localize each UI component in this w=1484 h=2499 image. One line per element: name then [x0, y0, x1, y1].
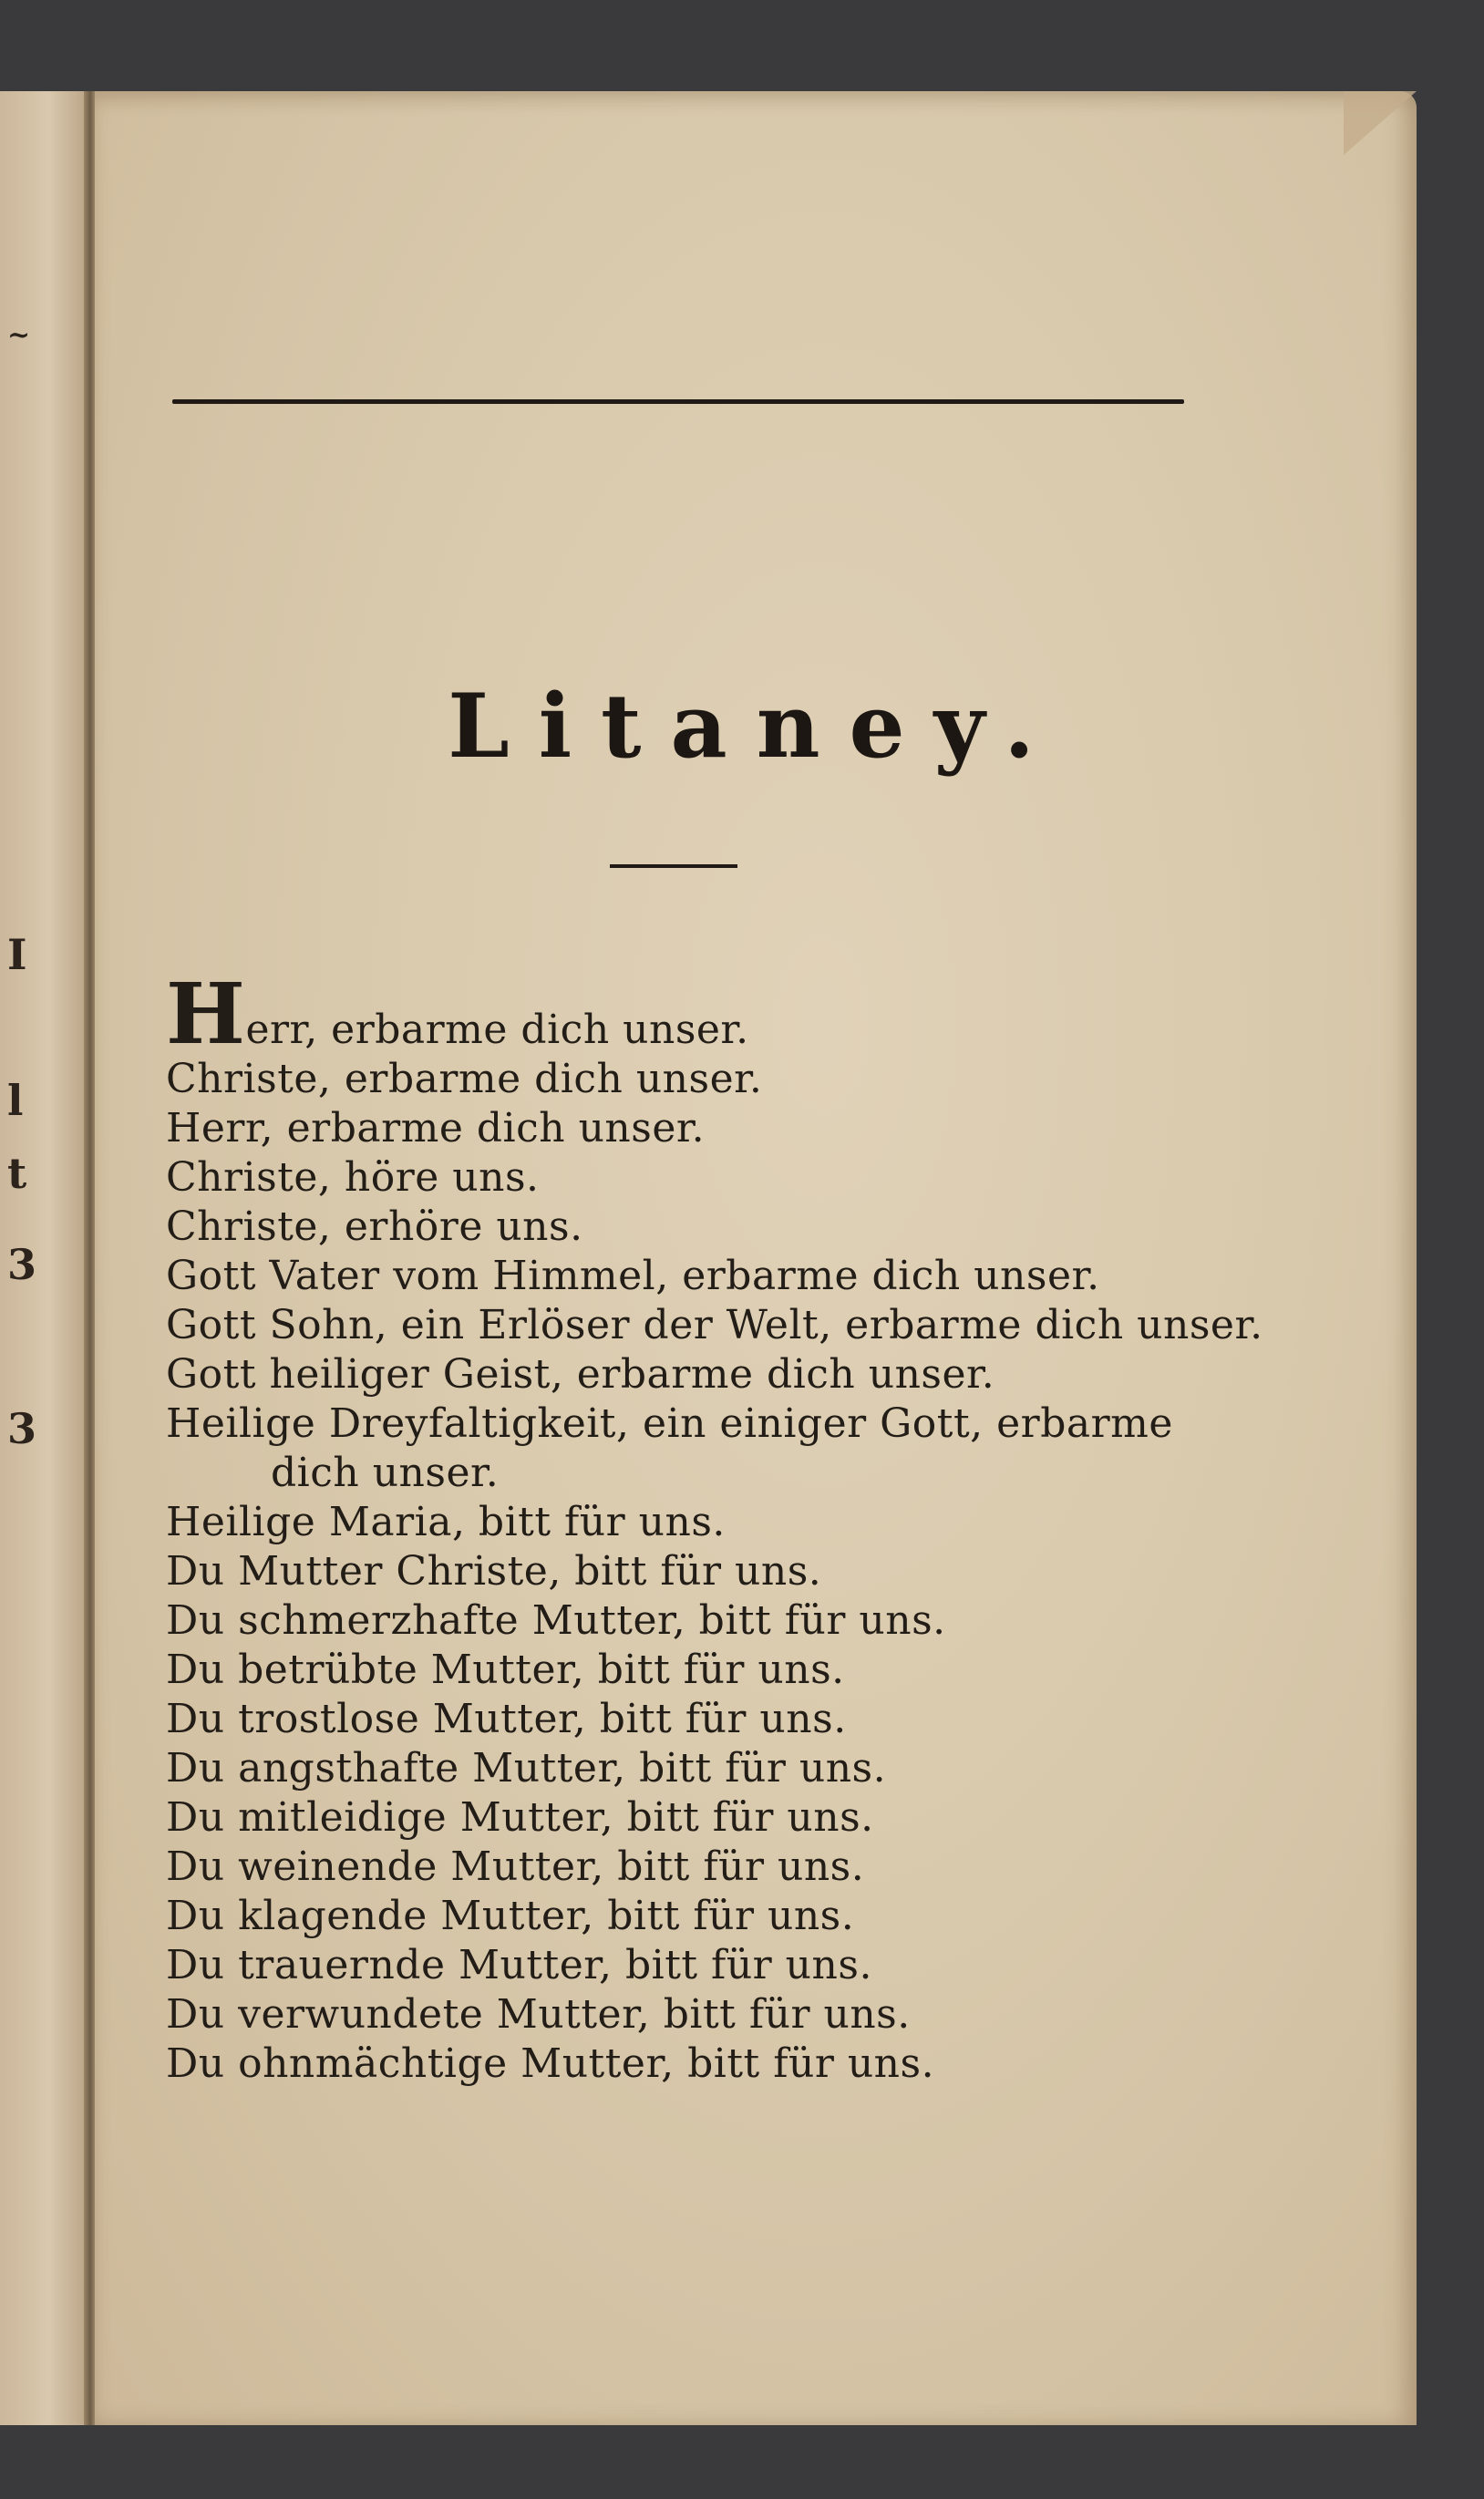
litany-line: dich unser. — [271, 1450, 500, 1496]
left-page-fragment: ~ — [7, 319, 31, 351]
left-page-fragment: I — [7, 930, 27, 979]
title-rule — [610, 864, 737, 868]
left-page-fragment: 3 — [7, 1404, 37, 1453]
left-page-edge — [0, 91, 89, 2425]
book-page — [95, 91, 1417, 2425]
litany-line: Du mitleidige Mutter, bitt für uns. — [166, 1794, 874, 1841]
litany-line: Du trostlose Mutter, bitt für uns. — [166, 1696, 847, 1742]
litany-line: Du schmerzhafte Mutter, bitt für uns. — [166, 1597, 946, 1644]
litany-line: Du ohnmächtige Mutter, bitt für uns. — [166, 2040, 935, 2087]
litany-line: Herr, erbarme dich unser. — [166, 1105, 706, 1151]
litany-line: Du trauernde Mutter, bitt für uns. — [166, 1942, 872, 1988]
litany-line: Heilige Dreyfaltigkeit, ein einiger Gott, erbarme — [166, 1400, 1173, 1447]
litany-line: Du klagende Mutter, bitt für uns. — [166, 1893, 855, 1939]
litany-line: Herr, erbarme dich unser. — [166, 965, 749, 1063]
header-rule — [172, 399, 1184, 404]
litany-line: Christe, höre uns. — [166, 1154, 540, 1201]
litany-line: Du verwundete Mutter, bitt für uns. — [166, 1991, 911, 2038]
litany-line: Du betrübte Mutter, bitt für uns. — [166, 1647, 845, 1693]
left-page-fragment: t — [7, 1149, 27, 1198]
litany-line: Heilige Maria, bitt für uns. — [166, 1499, 726, 1545]
litany-text — [166, 965, 1314, 2089]
litany-line: Du weinende Mutter, bitt für uns. — [166, 1843, 865, 1890]
litany-line: Gott heiliger Geist, erbarme dich unser. — [166, 1351, 995, 1398]
page-corner-fold — [1344, 91, 1417, 155]
litany-line: Du angsthafte Mutter, bitt für uns. — [166, 1745, 887, 1792]
page-title: Litaney. — [448, 675, 1064, 778]
litany-line: Christe, erhöre uns. — [166, 1203, 583, 1250]
left-page-fragment: 3 — [7, 1240, 37, 1289]
litany-line: Gott Sohn, ein Erlöser der Welt, erbarme dich unser. — [166, 1302, 1263, 1348]
litany-line: Gott Vater vom Himmel, erbarme dich unser. — [166, 1253, 1100, 1299]
litany-line: Christe, erbarme dich unser. — [166, 1056, 763, 1102]
litany-line: Du Mutter Christe, bitt für uns. — [166, 1548, 822, 1595]
left-page-fragment: l — [7, 1076, 24, 1125]
